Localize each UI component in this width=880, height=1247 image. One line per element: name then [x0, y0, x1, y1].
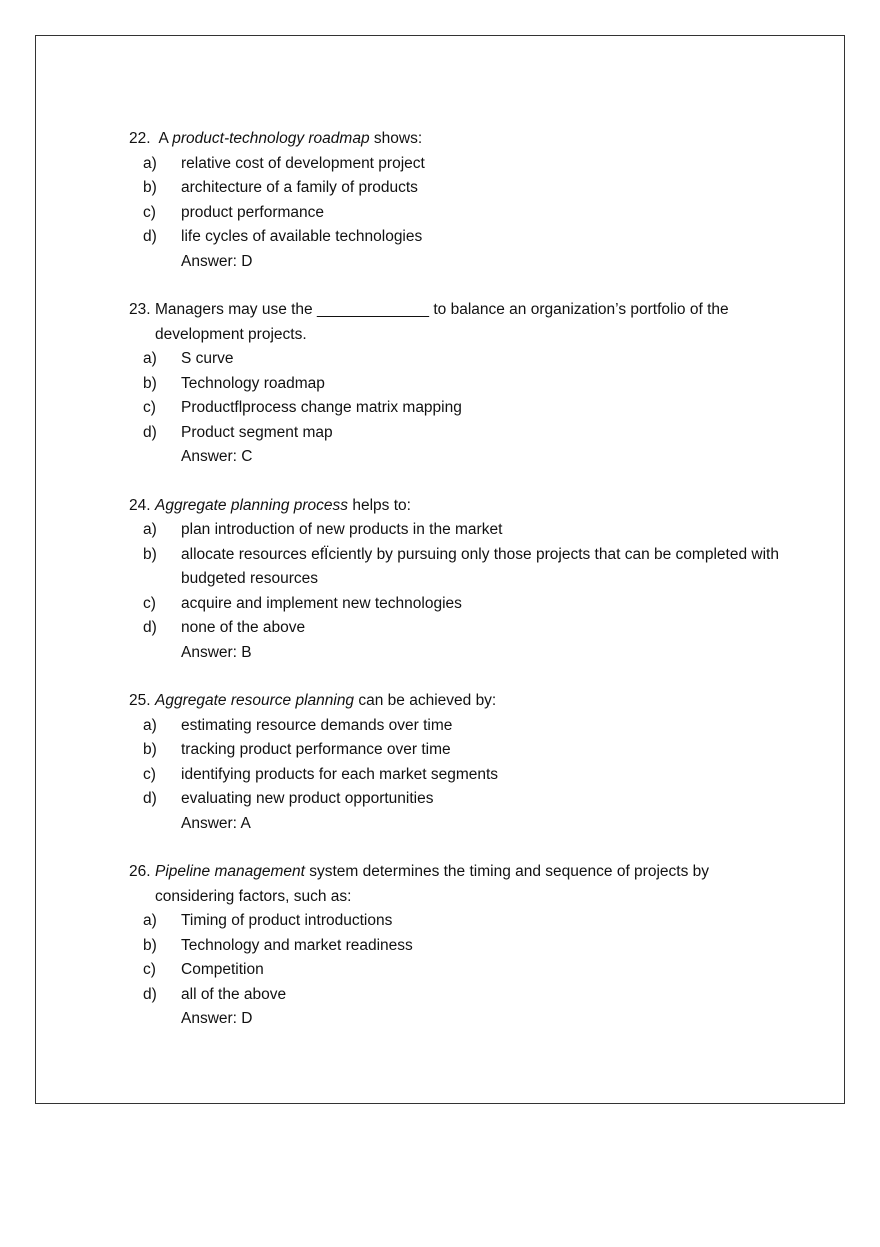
question-text-prefix: Managers may use the _____________ to balance an organization’s portfolio of the development projects.	[155, 301, 729, 343]
question-term: Pipeline management	[155, 863, 305, 880]
question-25	[129, 689, 779, 836]
option-letter: a)	[143, 154, 157, 172]
option-text: relative cost of development project	[181, 154, 425, 172]
option-text: estimating resource demands over time	[181, 716, 453, 734]
option-text: none of the above	[181, 619, 306, 636]
question-stem	[129, 689, 779, 714]
option-text: Technology and market readiness	[181, 936, 413, 954]
option-letter: c)	[143, 594, 156, 612]
question-24	[129, 494, 779, 666]
option-letter: c)	[143, 399, 156, 416]
question-number: 25.	[129, 692, 151, 709]
option-d	[129, 421, 779, 446]
option-letter: b)	[143, 741, 157, 758]
option-b	[129, 543, 779, 592]
question-23	[129, 298, 779, 470]
option-letter: b)	[143, 374, 157, 392]
option-c	[129, 396, 779, 421]
option-c	[129, 201, 779, 226]
option-text: all of the above	[181, 985, 287, 1003]
question-list	[129, 127, 779, 1056]
option-text: life cycles of available technologies	[181, 228, 423, 245]
option-c	[129, 958, 779, 983]
option-letter: d)	[143, 423, 157, 441]
option-a	[129, 714, 779, 739]
option-letter: b)	[143, 545, 157, 563]
question-number: 26.	[129, 863, 151, 880]
option-list	[129, 518, 779, 641]
option-list	[129, 714, 779, 812]
option-text: Competition	[181, 961, 264, 978]
option-a	[129, 909, 779, 934]
question-text-suffix: can be achieved by:	[354, 692, 497, 709]
option-letter: b)	[143, 936, 157, 954]
question-text-suffix: shows:	[369, 130, 423, 147]
question-text	[155, 860, 779, 909]
question-number: 23.	[129, 301, 151, 318]
question-stem	[129, 494, 779, 519]
option-text: S curve	[181, 350, 234, 367]
question-stem	[129, 298, 779, 347]
question-term: Aggregate resource planning	[155, 692, 355, 709]
option-text: tracking product performance over time	[181, 741, 451, 758]
question-text	[155, 127, 779, 152]
option-b	[129, 176, 779, 201]
option-text: Timing of product introductions	[181, 912, 393, 929]
option-letter: a)	[143, 521, 157, 538]
option-text: plan introduction of new products in the market	[181, 521, 503, 538]
option-letter: c)	[143, 765, 156, 783]
option-a	[129, 152, 779, 177]
option-c	[129, 763, 779, 788]
option-text: Product segment map	[181, 423, 333, 441]
option-d	[129, 616, 779, 641]
answer: Answer: A	[181, 814, 251, 832]
option-b	[129, 934, 779, 959]
question-text	[155, 298, 779, 347]
option-list	[129, 347, 779, 445]
option-b	[129, 738, 779, 763]
option-text: Technology roadmap	[181, 374, 325, 392]
option-text: identifying products for each market segments	[181, 765, 499, 783]
question-text-prefix: A	[155, 130, 173, 147]
answer: Answer: C	[181, 448, 253, 465]
option-letter: d)	[143, 790, 157, 807]
question-stem	[129, 860, 779, 909]
question-22	[129, 127, 779, 274]
option-d	[129, 225, 779, 250]
option-letter: a)	[143, 716, 157, 734]
option-letter: b)	[143, 179, 157, 196]
option-b	[129, 372, 779, 397]
question-text-suffix: system determines the timing and sequence of projects by considering factors, such as:	[155, 863, 710, 905]
question-stem	[129, 127, 779, 152]
option-text: allocate resources efÏciently by pursuing only those projects that can be completed with budgeted resources	[181, 545, 779, 587]
question-number: 24.	[129, 496, 151, 514]
option-letter: c)	[143, 961, 156, 978]
option-c	[129, 592, 779, 617]
question-term: product-technology roadmap	[172, 130, 370, 147]
option-d	[129, 787, 779, 812]
option-letter: d)	[143, 228, 157, 245]
option-text: product performance	[181, 203, 325, 221]
question-26	[129, 860, 779, 1032]
question-text-suffix: helps to:	[348, 496, 411, 514]
option-text: Productflprocess change matrix mapping	[181, 399, 462, 416]
question-term: Aggregate planning process	[155, 496, 349, 514]
option-text: architecture of a family of products	[181, 179, 418, 196]
answer: Answer: D	[181, 1010, 253, 1027]
option-a	[129, 347, 779, 372]
option-a	[129, 518, 779, 543]
option-list	[129, 909, 779, 1007]
option-letter: a)	[143, 912, 157, 929]
option-letter: d)	[143, 619, 157, 636]
question-text	[155, 494, 779, 519]
option-d	[129, 983, 779, 1008]
question-text	[155, 689, 779, 714]
answer: Answer: D	[181, 252, 253, 270]
option-letter: d)	[143, 985, 157, 1003]
option-list	[129, 152, 779, 250]
answer: Answer: B	[181, 643, 252, 661]
question-number: 22.	[129, 130, 151, 147]
option-text: acquire and implement new technologies	[181, 594, 462, 612]
option-text: evaluating new product opportunities	[181, 790, 434, 807]
option-letter: c)	[143, 203, 156, 221]
option-letter: a)	[143, 350, 157, 367]
